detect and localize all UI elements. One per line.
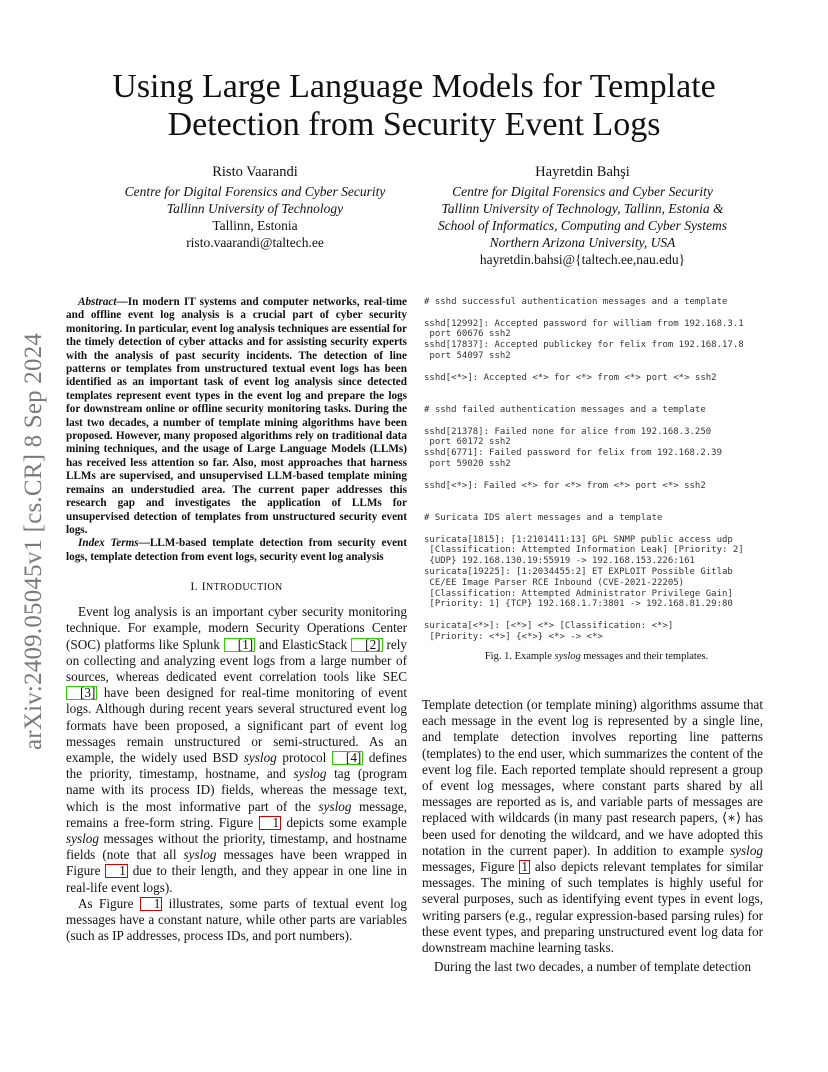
figure-1-caption: Fig. 1. Example syslog messages and their templates. (484, 651, 709, 662)
figure-log-line: sshd[12992]: Accepted password for william from 192.168.3.1 (424, 318, 744, 329)
citation-link[interactable]: [1] (224, 638, 255, 652)
figure-blank-line (424, 383, 769, 394)
title-line-1: Using Large Language Models for Template (112, 68, 716, 105)
citation-link[interactable]: [3] (66, 686, 97, 700)
figure-blank-line (424, 524, 769, 535)
author-email: hayretdin.bahsi@{taltech.ee,nau.edu} (479, 252, 686, 267)
figure-log-line: suricata[1815]: [1:2101411:13] GPL SNMP public access udp (424, 534, 733, 545)
intro-paragraph-1: Event log analysis is an important cyber security monitoring technique. For example, modern Security Operations Center (SOC) platforms like Splunk [1] and ElasticStack [2] rely on collecting and analyzing event logs from a large number of sources, whereas dedicated event correlation tools like SEC [3] have been designed for real-time monitoring of event logs. Although during recent years several structured event log formats have been proposed, a significant part of event log messages remain unstructured or semi-structured. As an example, the widely used BSD syslog protocol [4] defines the priority, timestamp, hostname, and syslog tag (program name with its process ID) fields, whereas the message text, which is the most informative part of the syslog message, remains a free-form string. Figure 1 depicts some example syslog messages without the priority, timestamp, and hostname fields (note that all syslog messages have been wrapped in Figure 1 due to their length, and they appear in one line in real-life event logs). (66, 604, 407, 895)
index-terms (66, 537, 407, 564)
author-affiliation: Tallinn University of Technology (166, 201, 344, 216)
author-affiliation: School of Informatics, Computing and Cyber Systems (437, 218, 728, 233)
figure-reference-link[interactable]: 1 (140, 897, 163, 911)
author-affiliation: Northern Arizona University, USA (489, 235, 676, 250)
author-block-2 (405, 164, 760, 268)
figure-log-line: port 59020 ssh2 (424, 458, 511, 469)
citation-link[interactable]: [2] (351, 638, 382, 652)
figure-blank-line (424, 308, 769, 319)
figure-log-line: port 60676 ssh2 (424, 329, 511, 340)
figure-log-line: suricata[<*>]: [<*>] <*> [Classification: <*>] (424, 620, 674, 631)
left-column (66, 296, 407, 944)
right-column-text (422, 697, 763, 975)
arxiv-identifier-stamp: arXiv:2409.05045v1 [cs.CR] 8 Sep 2024 (20, 332, 47, 750)
figure-comment-line: # sshd successful authentication messages and a template (424, 297, 728, 307)
figure-log-line: sshd[<*>]: Accepted <*> for <*> from <*> port <*> ssh2 (424, 372, 717, 383)
figure-log-line: sshd[21378]: Failed none for alice from 192.168.3.250 (424, 426, 712, 437)
figure-comment-line: # sshd failed authentication messages and a template (424, 404, 706, 415)
author-affiliation: Centre for Digital Forensics and Cyber Security (124, 184, 386, 199)
figure-blank-line (424, 362, 769, 373)
template-detection-paragraph: Template detection (or template mining) algorithms assume that each message in the event log is represented by a single line, and template detection involves reporting line patterns (templates) to the end user, which summarizes the content of the event log file. Each reported template should represent a group of event log messages, where constant parts shared by all messages are reported as is, and variable parts of messages are replaced with wildcards (in many past research papers, ⟨∗⟩ has been used for denoting the wildcard, and we have adopted this notation in the current paper). In addition to example syslog messages, Figure 1 also depicts relevant templates for similar messages. The mining of such templates is highly useful for several purposes, such as identifying event types in event logs, writing parsers (e.g., regular expression-based parsing rules) for these event types, and preparing unstructured event log data for downstream machine learning tasks. (422, 697, 763, 956)
figure-log-line: [Priority: <*>] {<*>} <*> -> <*> (424, 631, 603, 642)
figure-log-line: suricata[19225]: [1:2034455:2] ET EXPLOIT Possible Gitlab (424, 566, 733, 577)
figure-log-line: sshd[<*>]: Failed <*> for <*> from <*> port <*> ssh2 (424, 480, 706, 491)
section-heading-introduction: I. INTRODUCTION (190, 579, 283, 594)
paper-title (80, 68, 748, 144)
author-location: Tallinn, Estonia (212, 218, 298, 233)
author-affiliation: Tallinn University of Technology, Tallinn, Estonia & (441, 201, 724, 216)
index-terms-label: Index Terms (78, 537, 139, 550)
figure-blank-line (424, 394, 769, 405)
continuation-paragraph: During the last two decades, a number of template detection (434, 959, 752, 975)
introduction-text (66, 604, 407, 944)
figure-log-line: port 60172 ssh2 (424, 437, 511, 448)
figure-reference-link[interactable]: 1 (259, 816, 282, 830)
author-name: Risto Vaarandi (212, 164, 298, 180)
index-terms-text: —LLM-based template detection from security event logs, template detection from event logs, security event log analysis (66, 537, 407, 563)
figure-log-line: sshd[6771]: Failed password for felix from 192.168.2.39 (424, 448, 723, 459)
intro-paragraph-2: As Figure 1 illustrates, some parts of textual event log messages have a constant nature, while other parts are variables (such as IP addresses, process IDs, and port numbers). (66, 895, 407, 944)
figure-1-log-listing (424, 297, 769, 643)
author-email: risto.vaarandi@taltech.ee (186, 235, 324, 250)
figure-blank-line (424, 610, 769, 621)
figure-blank-line (424, 491, 769, 502)
abstract-label: Abstract (78, 296, 117, 308)
citation-link[interactable]: [4] (332, 751, 363, 765)
author-name: Hayretdin Bahşi (535, 164, 630, 180)
author-affiliation: Centre for Digital Forensics and Cyber Security (452, 184, 713, 199)
figure-log-line: [Classification: Attempted Administrator Privilege Gain] (424, 588, 733, 599)
title-line-2: Detection from Security Event Logs (167, 106, 661, 143)
author-block-1 (90, 164, 420, 251)
figure-log-line: {UDP} 192.168.130.19:55919 -> 192.168.153.226:161 (424, 556, 695, 567)
figure-reference-link[interactable]: 1 (105, 864, 128, 878)
figure-reference-link[interactable]: 1 (521, 859, 528, 875)
figure-log-line: CE/EE Image Parser RCE Inbound (CVE-2021-22205) (424, 577, 685, 588)
abstract-text: —In modern IT systems and computer networks, real-time and offline event log analysis is a crucial part of cyber security monitoring. In particular, event log analysis techniques are essential for the timely detection of cyber attacks and for assisting security experts with the analysis of past security incidents. The detection of line patterns or templates from unstructured textual event logs has been identified as an important task of event log analysis since detected templates represent event types in the event log and prepare the logs for downstream online or offline security monitoring tasks. During the last two decades, a number of template mining algorithms have been proposed. However, many proposed algorithms rely on traditional data mining techniques, and the usage of Large Language Models (LLMs) has received less attention so far. Also, most approaches that harness LLMs are supervised, and unsupervised LLM-based template mining remains an understudied area. The current paper addresses this research gap and investigates the application of LLMs for unsupervised detection of templates from unstructured security event logs. (66, 296, 407, 536)
figure-log-line: sshd[17837]: Accepted publickey for felix from 192.168.17.8 (424, 340, 744, 351)
figure-blank-line (424, 502, 769, 513)
figure-log-line: [Priority: 1] {TCP} 192.168.1.7:3801 -> 192.168.81.29:80 (424, 599, 733, 610)
figure-log-line: port 54097 ssh2 (424, 350, 511, 361)
figure-comment-line: # Suricata IDS alert messages and a template (424, 512, 663, 523)
figure-log-line: [Classification: Attempted Information Leak] [Priority: 2] (424, 545, 744, 556)
abstract (66, 296, 407, 537)
figure-blank-line (424, 416, 769, 427)
figure-blank-line (424, 470, 769, 481)
